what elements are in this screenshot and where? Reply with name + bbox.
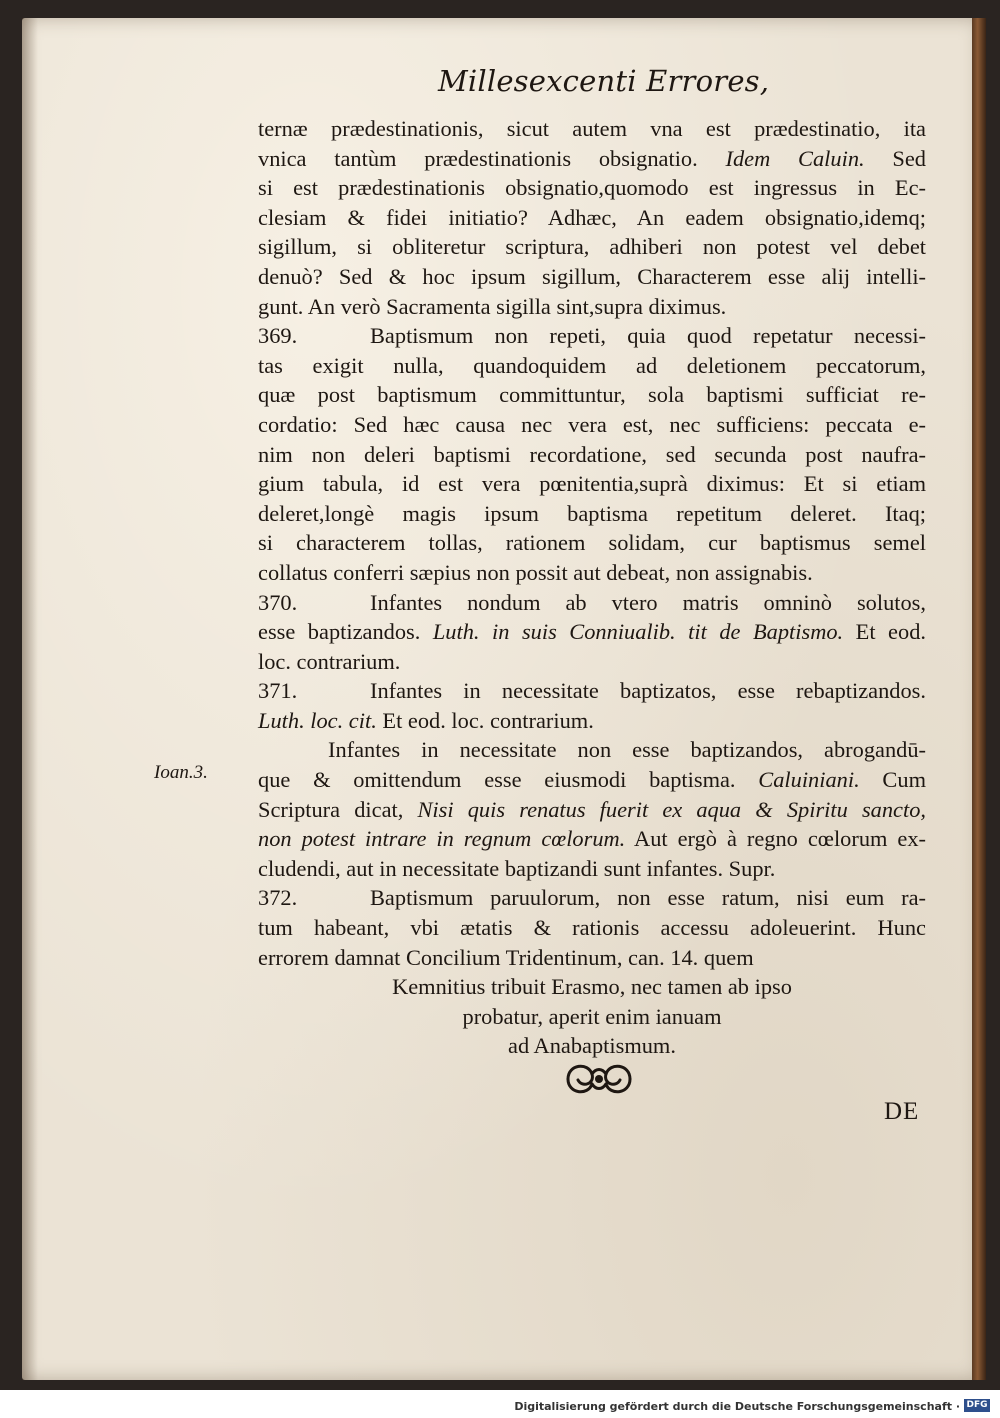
text-line — [258, 203, 926, 233]
text-line — [258, 706, 926, 736]
line-text: Infantes nondum ab vtero matris omninò solutos, — [370, 589, 926, 615]
italic-citation: Idem Caluin. — [725, 145, 865, 171]
line-text: probatur, aperit enim ianuam — [462, 1003, 722, 1029]
text-line — [258, 735, 926, 765]
text-line — [258, 321, 926, 351]
line-text: denuò? Sed & hoc ipsum sigillum, Characterem esse alij intelli- — [258, 263, 926, 289]
line-text: errorem damnat Concilium Tridentinum, can. 14. quem — [258, 944, 754, 970]
line-text: si est prædestinationis obsignatio,quomodo est ingressus in Ec- — [258, 175, 926, 201]
line-text: Baptismum paruulorum, non esse ratum, nisi eum ra- — [370, 885, 926, 911]
line-text: esse baptizandos. — [258, 619, 433, 645]
line-text-tail: Et eod. loc. contrarium. — [376, 707, 594, 733]
text-line — [258, 647, 926, 677]
line-text-tail: Cum — [859, 767, 926, 793]
line-text: gunt. An verò Sacramenta sigilla sint,supra diximus. — [258, 293, 727, 319]
text-line — [258, 913, 926, 943]
line-text-tail: Et eod. — [843, 619, 926, 645]
digitization-credit: Digitalisierung gefördert durch die Deutsche Forschungsgemeinschaft · — [514, 1400, 960, 1413]
line-text: ad Anabaptismum. — [508, 1033, 676, 1059]
line-text: quæ post baptismum committuntur, sola baptismi sufficiat re- — [258, 382, 926, 408]
italic-citation: Nisi quis renatus fuerit ex aqua & Spiritu sancto, — [417, 796, 926, 822]
line-text: cludendi, aut in necessitate baptizandi sunt infantes. Supr. — [258, 855, 776, 881]
text-line — [258, 795, 926, 825]
line-text: Baptismum non repeti, quia quod repetatur necessi- — [370, 323, 926, 349]
text-line — [258, 588, 926, 618]
italic-citation: non potest intrare in regnum cœlorum. — [258, 826, 626, 852]
paragraph-number: 370. — [258, 589, 298, 615]
text-line — [258, 765, 926, 795]
text-line — [258, 262, 926, 292]
line-text: clesiam & fidei initiatio? Adhæc, An eadem obsignatio,idemq; — [258, 204, 926, 230]
margin-note: Ioan.3. — [154, 762, 208, 783]
line-text: vnica tantùm prædestinationis obsignatio. — [258, 145, 726, 171]
ornament-icon — [560, 1056, 638, 1102]
running-head: Millesexcenti Errores, — [438, 64, 770, 98]
text-line — [258, 854, 926, 884]
page-gutter-shadow — [22, 18, 38, 1380]
body-text — [258, 114, 926, 1061]
line-text: collatus conferri sæpius non possit aut debeat, non assignabis. — [258, 559, 813, 585]
line-text-tail: Aut ergò à regno cœlorum ex- — [625, 826, 926, 852]
text-line — [258, 943, 926, 973]
line-text: deleret,longè magis ipsum baptisma repetitum deleret. Itaq; — [258, 500, 926, 526]
line-text: nim non deleri baptismi recordatione, sed secunda post naufra- — [258, 441, 926, 467]
italic-citation: Caluiniani. — [758, 767, 860, 793]
line-text: loc. contrarium. — [258, 648, 401, 674]
book-edge — [972, 18, 986, 1380]
line-text: que & omittendum esse eiusmodi baptisma. — [258, 767, 759, 793]
text-line — [258, 824, 926, 854]
text-line — [258, 351, 926, 381]
text-line — [258, 232, 926, 262]
line-text: cordatio: Sed hæc causa nec vera est, nec sufficiens: peccata e- — [258, 411, 926, 437]
text-line — [258, 114, 926, 144]
text-line — [258, 144, 926, 174]
line-text: ternæ prædestinationis, sicut autem vna est prædestinatio, ita — [258, 116, 926, 141]
paragraph-number: 369. — [258, 323, 298, 349]
line-text: Scriptura dicat, — [258, 796, 418, 822]
line-text: tum habeant, vbi ætatis & rationis accessu adoleuerint. Hunc — [258, 915, 926, 941]
line-text: gium tabula, id est vera pœnitentia,suprà diximus: Et si etiam — [258, 471, 926, 497]
paragraph-number: 371. — [258, 678, 298, 704]
text-line — [258, 173, 926, 203]
text-line — [258, 410, 926, 440]
line-text: Infantes in necessitate baptizatos, esse rebaptizandos. — [370, 678, 926, 704]
text-line — [258, 676, 926, 706]
dfg-logo: DFG — [964, 1399, 990, 1412]
line-text: sigillum, si obliteretur scriptura, adhiberi non potest vel debet — [258, 234, 926, 260]
text-line — [258, 972, 926, 1002]
text-line — [258, 380, 926, 410]
italic-citation: Luth. loc. cit. — [258, 707, 377, 733]
line-text: Kemnitius tribuit Erasmo, nec tamen ab ipso — [392, 974, 792, 1000]
text-line — [258, 558, 926, 588]
catchword: DE — [884, 1098, 920, 1125]
line-text-tail: Sed — [864, 145, 927, 171]
text-line — [258, 292, 926, 322]
line-text: si characterem tollas, rationem solidam, cur baptismus semel — [258, 530, 926, 556]
text-line — [258, 469, 926, 499]
text-line — [258, 883, 926, 913]
text-line — [258, 1002, 926, 1032]
text-line — [258, 528, 926, 558]
line-text: Infantes in necessitate non esse baptizandos, abrogandū- — [328, 737, 926, 763]
text-line — [258, 440, 926, 470]
text-line — [258, 499, 926, 529]
italic-citation: Luth. in suis Conniualib. tit de Baptismo. — [432, 619, 844, 645]
line-text: tas exigit nulla, quandoquidem ad deletionem peccatorum, — [258, 352, 926, 378]
text-line — [258, 617, 926, 647]
paragraph-number: 372. — [258, 885, 298, 911]
